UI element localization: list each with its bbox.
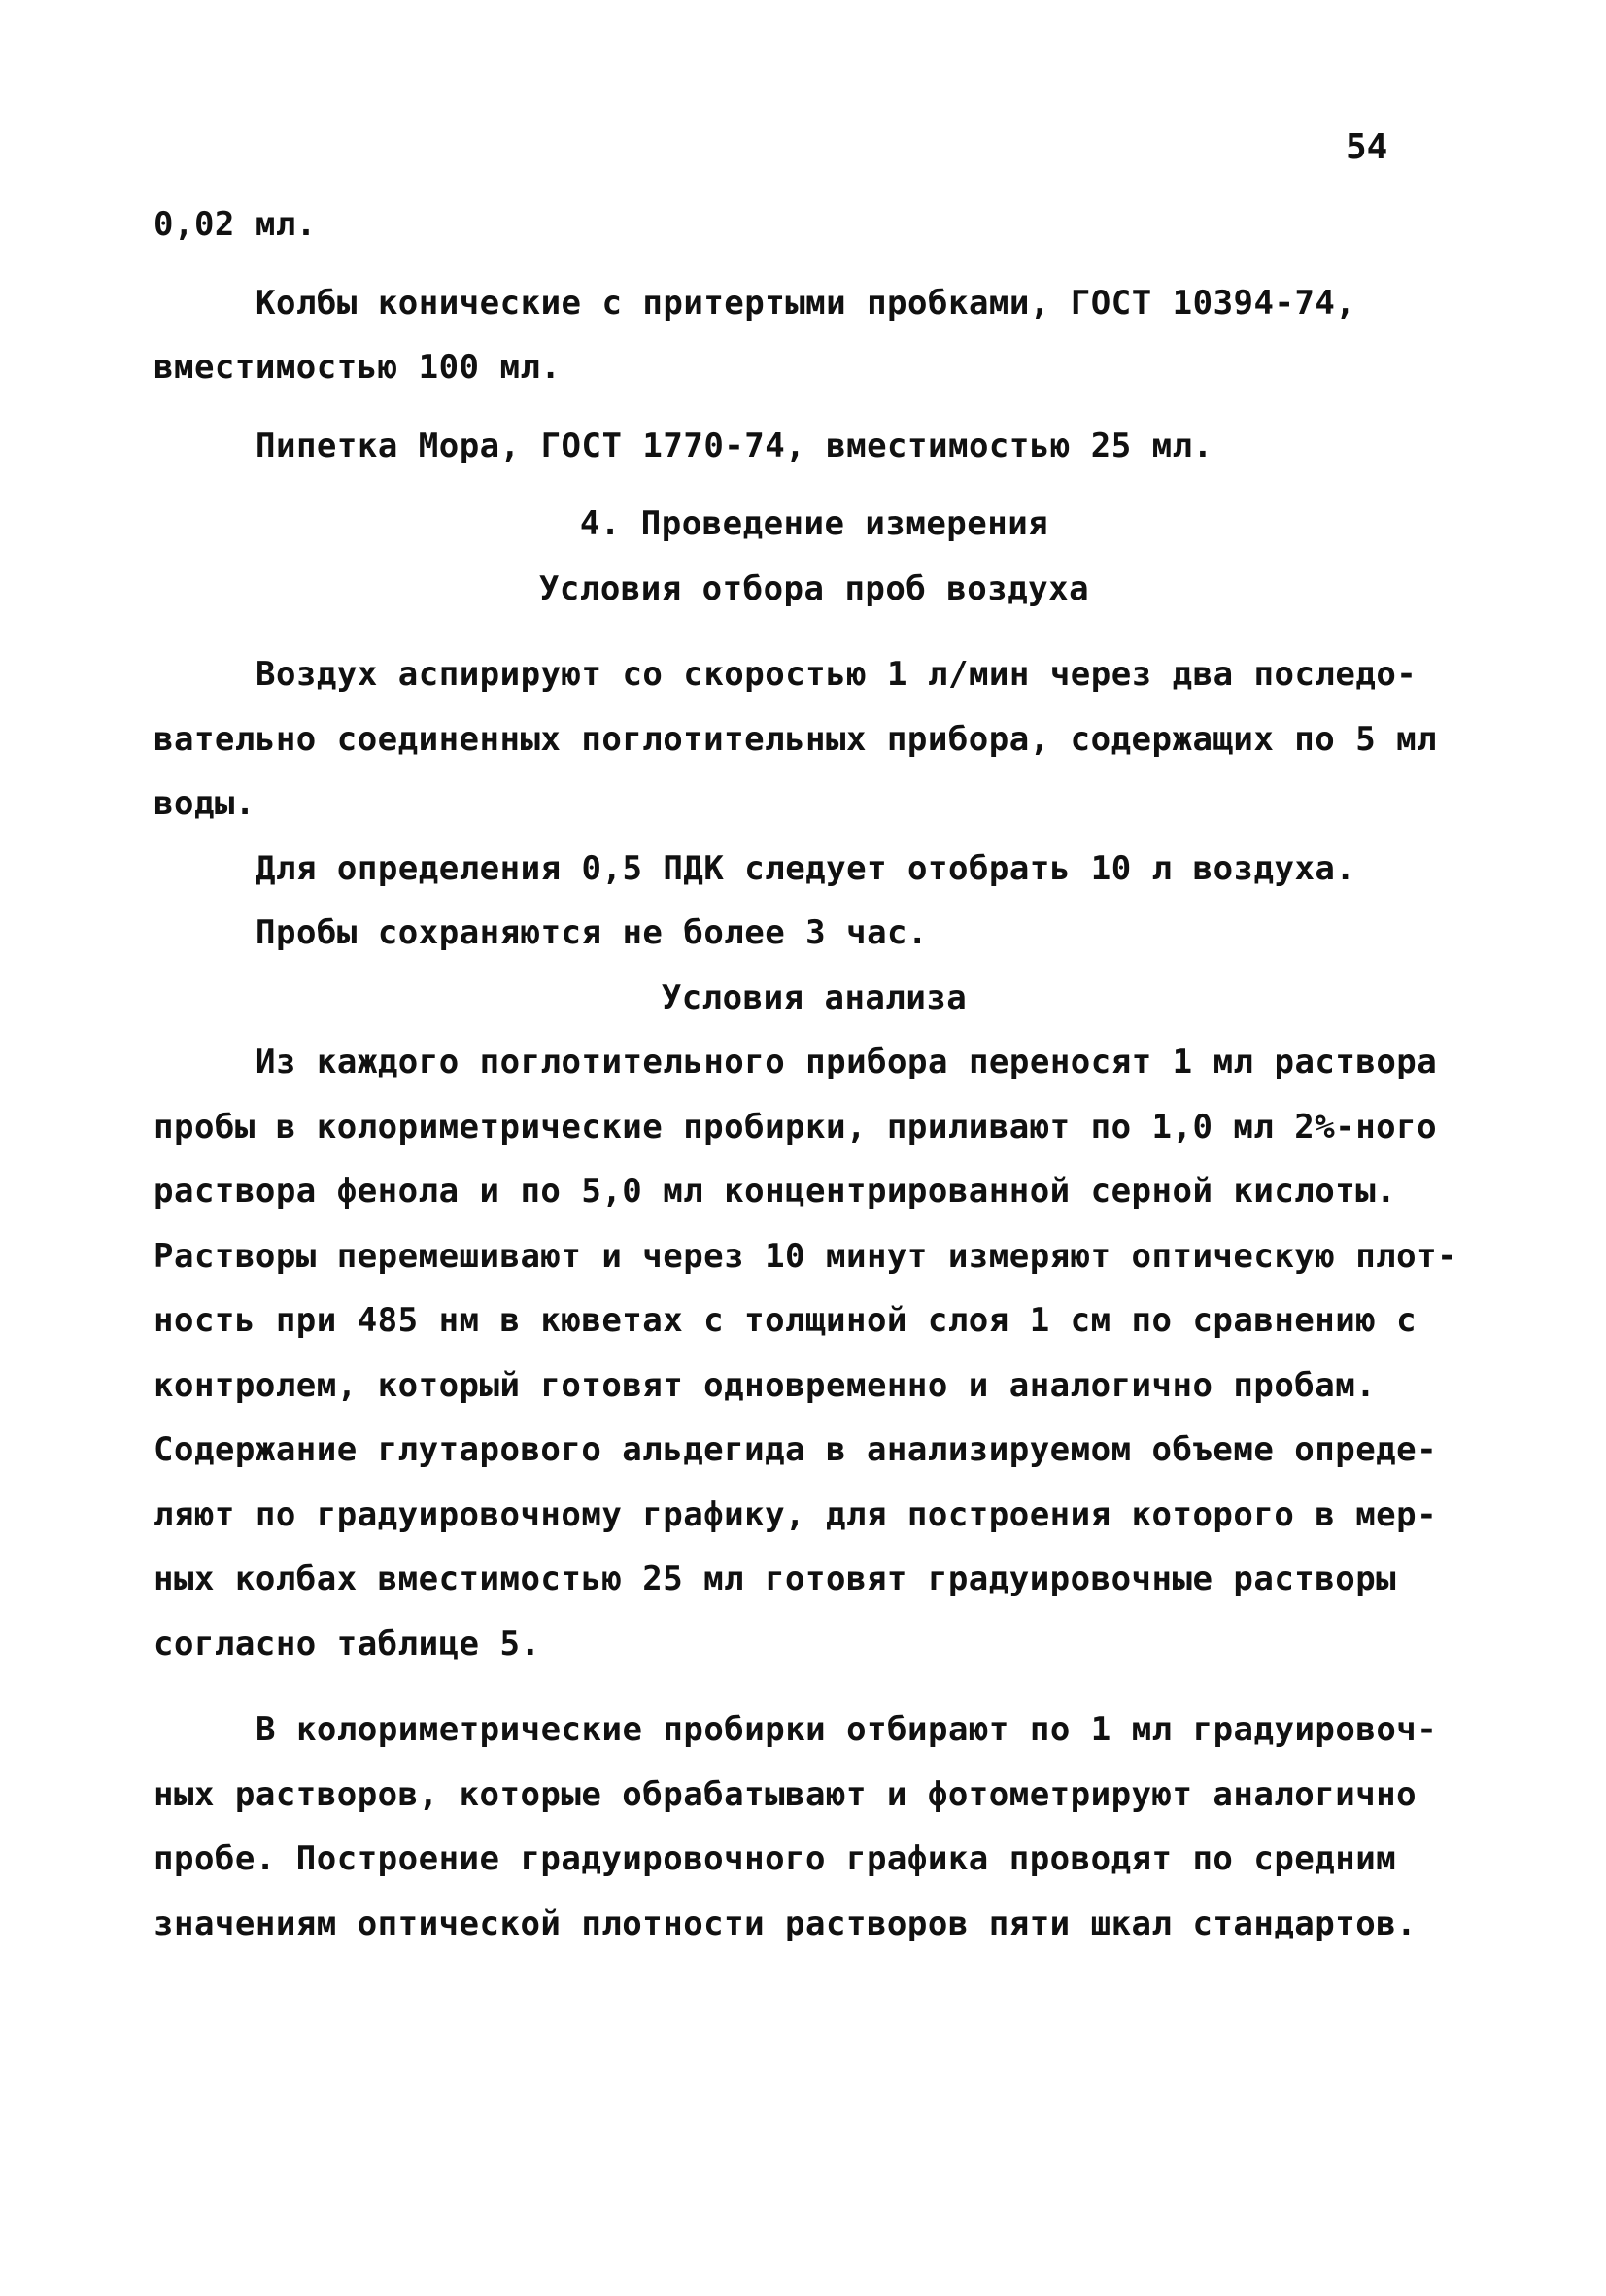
paragraph-line: контролем, который готовят одновременно и аналогично пробам.	[154, 1365, 1377, 1405]
page-number: 54	[1346, 127, 1388, 167]
paragraph-line: Из каждого поглотительного прибора переносят 1 мл раствора	[256, 1043, 1438, 1081]
paragraph-line: значениям оптической плотности растворов пяти шкал стандартов.	[154, 1903, 1418, 1943]
paragraph-line: пробы в колориметрические пробирки, приливают по 1,0 мл 2%-ного	[154, 1107, 1438, 1147]
paragraph-line: вательно соединенных поглотительных прибора, содержащих по 5 мл	[154, 719, 1438, 759]
paragraph-line: ных колбах вместимостью 25 мл готовят градуировочные растворы	[154, 1559, 1397, 1598]
paragraph-line: Пробы сохраняются не более 3 час.	[256, 913, 929, 952]
text-line: вместимостью 100 мл.	[154, 348, 562, 387]
subsection-heading: Условия отбора проб воздуха	[538, 568, 1090, 608]
paragraph-line: ляют по градуировочному графику, для построения которого в мер-	[154, 1494, 1438, 1534]
text-line: 0,02 мл.	[154, 205, 317, 244]
document-body	[154, 192, 1475, 1956]
text-line: Пипетка Мора, ГОСТ 1770-74, вместимостью 25 мл.	[256, 426, 1213, 465]
paragraph-line: Для определения 0,5 ПДК следует отобрать 10 л воздуха.	[256, 848, 1356, 888]
paragraph-line: ных растворов, которые обрабатывают и фотометрируют аналогично	[154, 1774, 1418, 1814]
paragraph-line: согласно таблице 5.	[154, 1624, 541, 1663]
paragraph-line: В колориметрические пробирки отбирают по 1 мл градуировоч-	[256, 1710, 1438, 1749]
section-heading: 4. Проведение измерения	[579, 504, 1049, 543]
paragraph-line: Содержание глутарового альдегида в анализируемом объеме опреде-	[154, 1430, 1438, 1469]
paragraph-line: раствора фенола и по 5,0 мл концентрированной серной кислоты.	[154, 1172, 1397, 1211]
paragraph-line: Воздух аспирируют со скоростью 1 л/мин через два последо-	[256, 655, 1418, 694]
paragraph-line: Растворы перемешивают и через 10 минут измеряют оптическую плот-	[154, 1236, 1458, 1276]
paragraph-line: пробе. Построение градуировочного графика проводят по средним	[154, 1839, 1397, 1878]
paragraph-line: ность при 485 нм в кюветах с толщиной слоя 1 см по сравнению с	[154, 1301, 1418, 1340]
subsection-heading: Условия анализа	[661, 977, 968, 1017]
text-line: Колбы конические с притертыми пробками, ГОСТ 10394-74,	[256, 283, 1356, 323]
paragraph-line: воды.	[154, 784, 256, 823]
